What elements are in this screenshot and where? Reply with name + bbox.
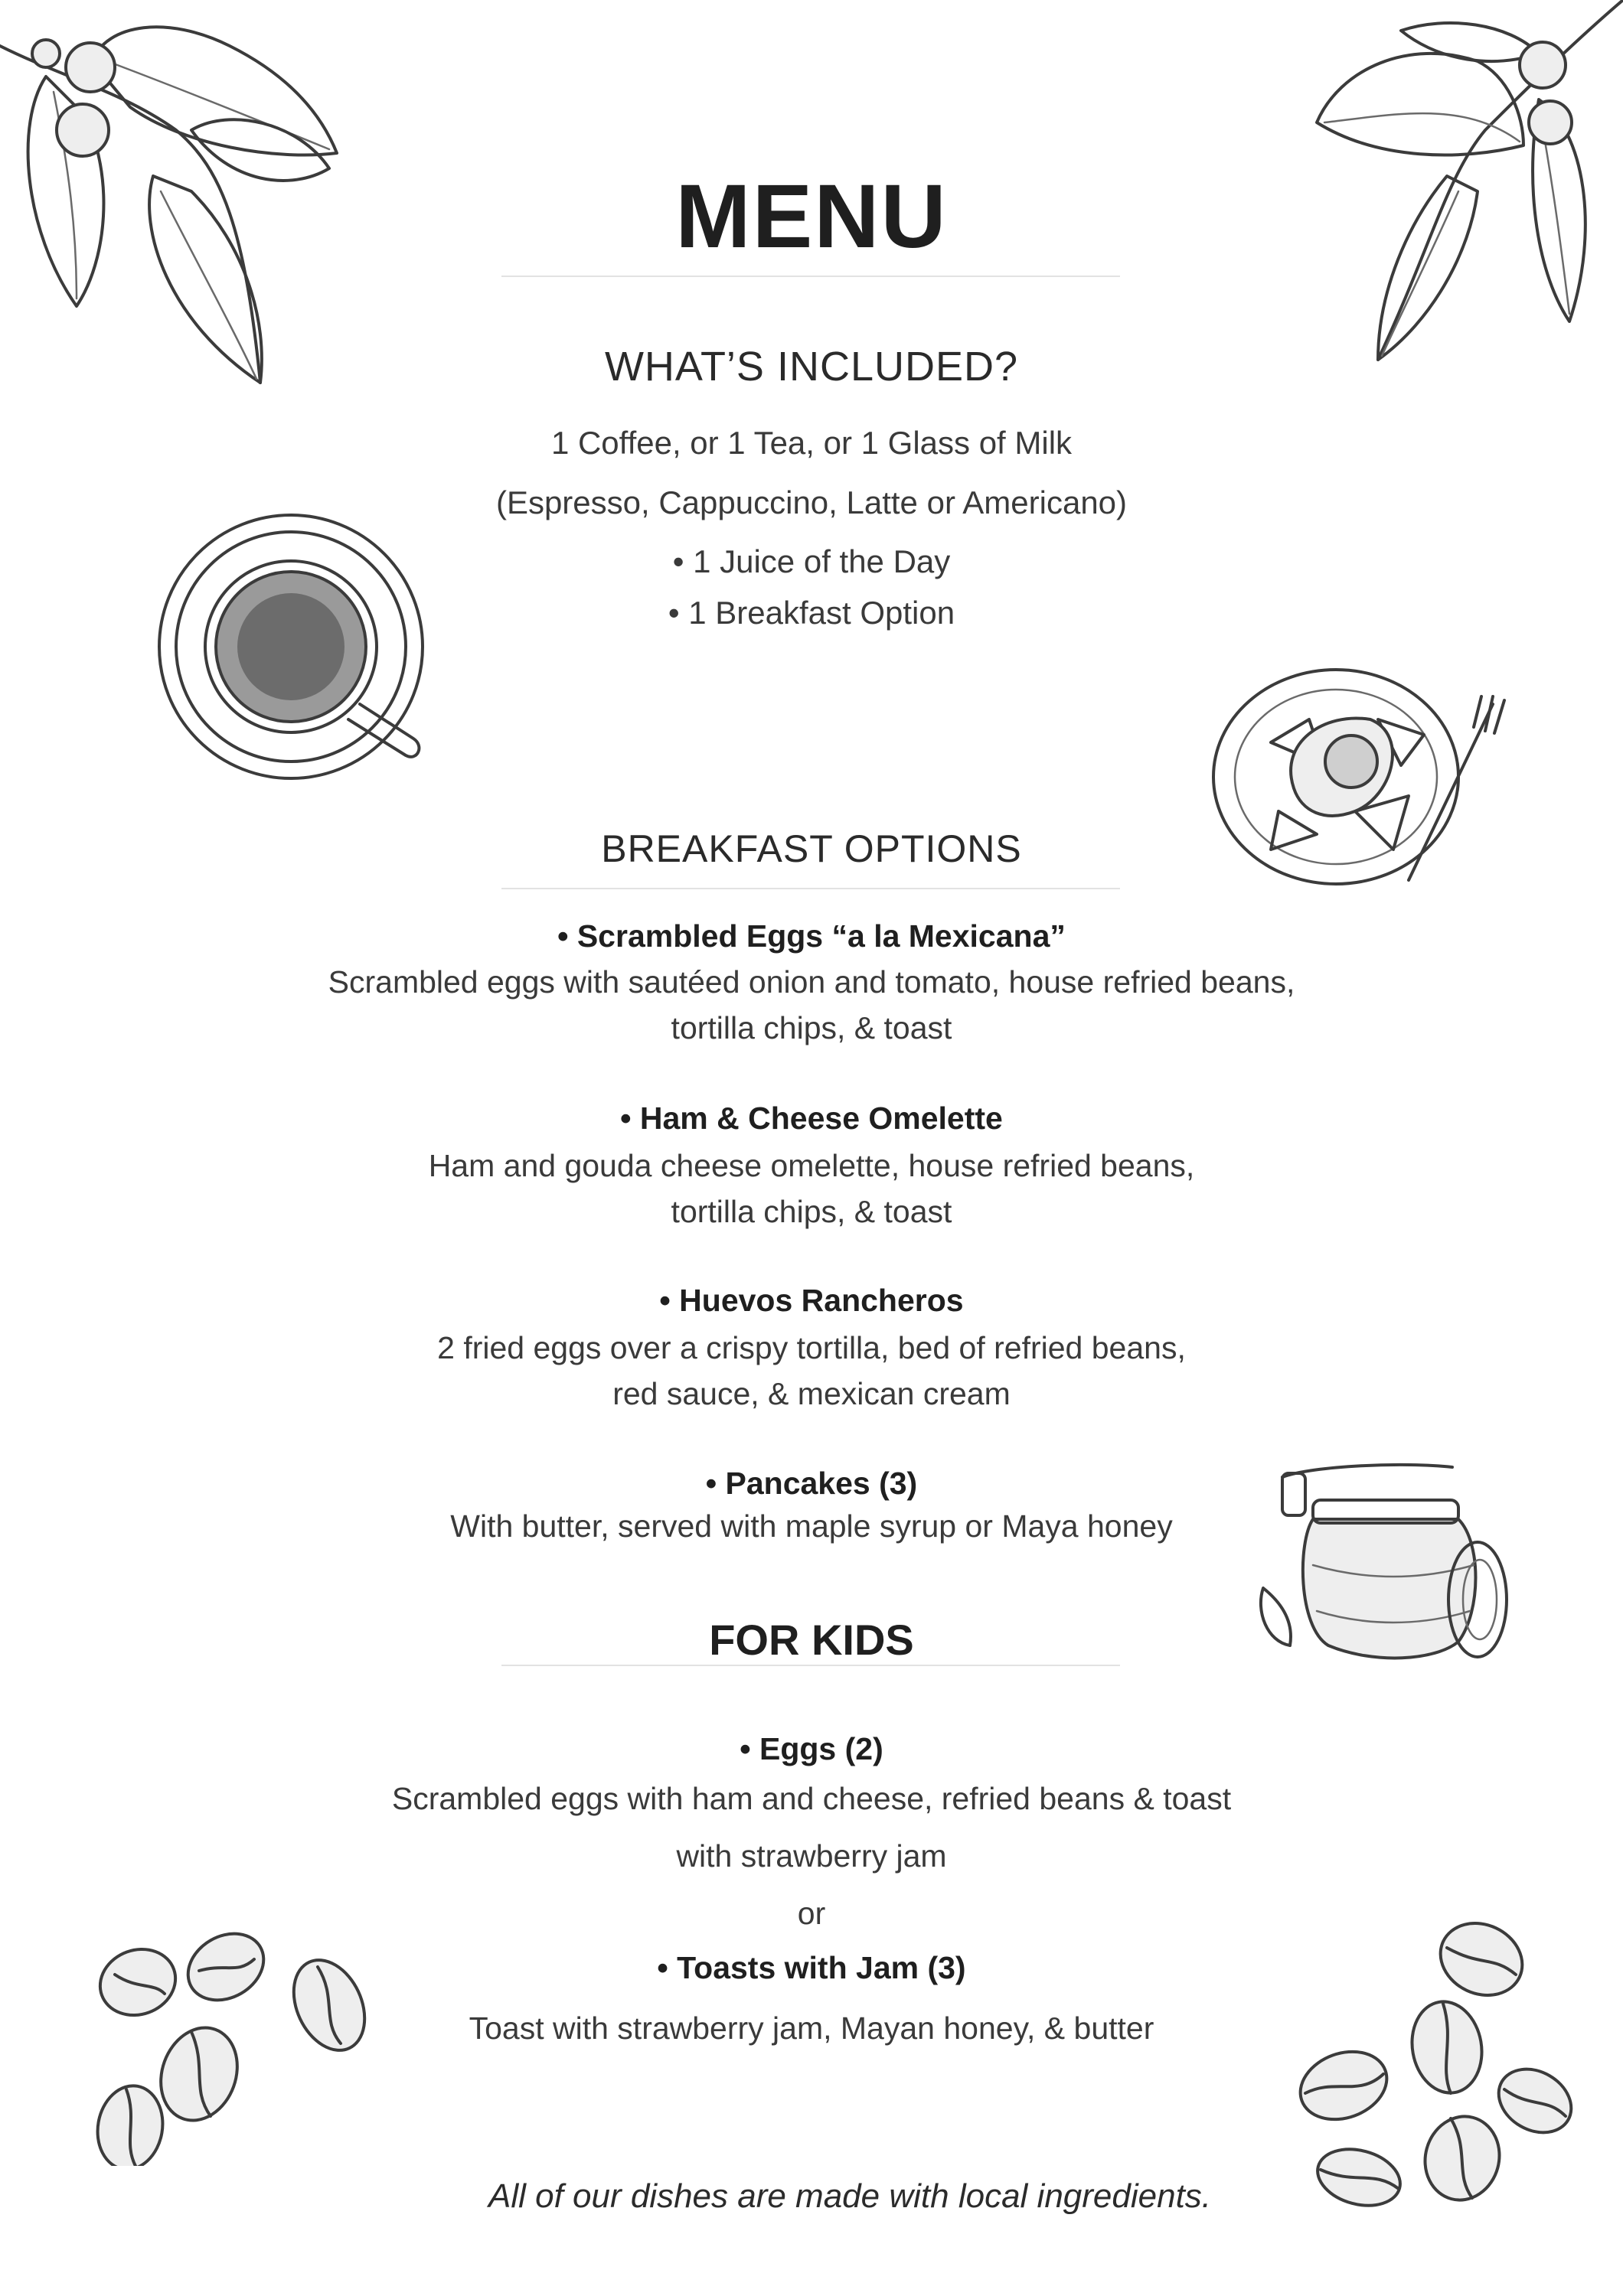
included-bullet: • 1 Breakfast Option: [668, 595, 955, 631]
included-bullet: • 1 Juice of the Day: [672, 543, 951, 579]
kids-item-desc: with strawberry jam: [676, 1838, 947, 1874]
breakfast-heading: BREAKFAST OPTIONS: [601, 827, 1022, 870]
menu-item-name: • Ham & Cheese Omelette: [620, 1101, 1003, 1136]
page-title: MENU: [675, 166, 948, 267]
kids-or: or: [797, 1896, 826, 1931]
menu-item-desc: Ham and gouda cheese omelette, house refried beans,: [428, 1148, 1195, 1183]
kids-heading: FOR KIDS: [709, 1616, 914, 1664]
menu-item-desc: red sauce, & mexican cream: [612, 1376, 1011, 1411]
divider: [501, 888, 1120, 889]
menu-item-name: • Huevos Rancheros: [659, 1283, 964, 1318]
divider: [501, 1665, 1120, 1666]
included-line: (Espresso, Cappuccino, Latte or Americano): [495, 484, 1128, 520]
menu-item-desc: tortilla chips, & toast: [671, 1010, 952, 1045]
menu-item-name: • Pancakes (3): [705, 1466, 918, 1501]
included-heading: WHAT’S INCLUDED?: [604, 344, 1019, 390]
kids-item-desc: Toast with strawberry jam, Mayan honey, & butter: [469, 2011, 1154, 2046]
footer-note: All of our dishes are made with local ingredients.: [488, 2177, 1212, 2215]
menu-item-desc: tortilla chips, & toast: [671, 1194, 952, 1229]
menu-item-desc: 2 fried eggs over a crispy tortilla, bed of refried beans,: [437, 1330, 1186, 1365]
menu-item-desc: Scrambled eggs with sautéed onion and tomato, house refried beans,: [328, 964, 1295, 1000]
included-line: 1 Coffee, or 1 Tea, or 1 Glass of Milk: [550, 425, 1073, 461]
kids-item-desc: Scrambled eggs with ham and cheese, refried beans & toast: [391, 1781, 1232, 1816]
menu-item-name: • Scrambled Eggs “a la Mexicana”: [557, 918, 1066, 954]
menu-item-desc: With butter, served with maple syrup or Maya honey: [450, 1508, 1173, 1544]
kids-item-name: • Eggs (2): [740, 1731, 883, 1766]
divider: [501, 276, 1120, 277]
kids-item-name: • Toasts with Jam (3): [657, 1950, 966, 1985]
